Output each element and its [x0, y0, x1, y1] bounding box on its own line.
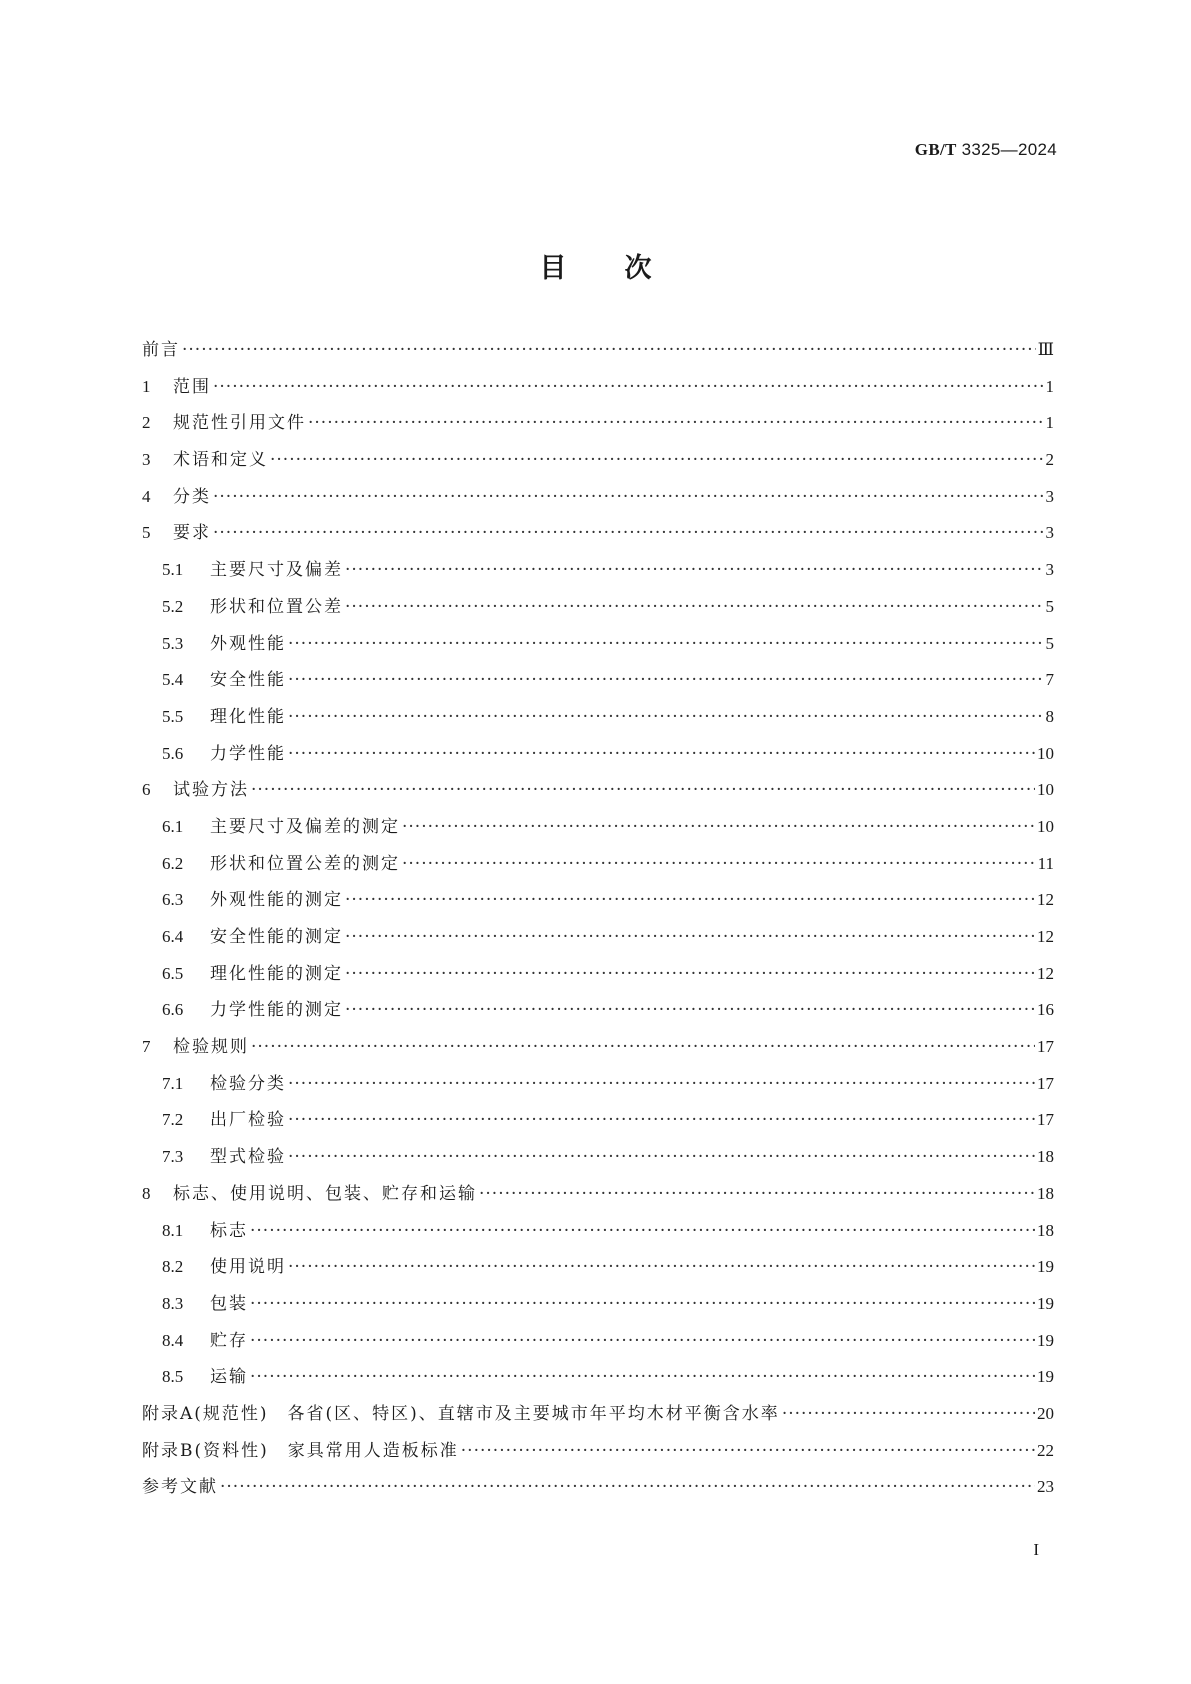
toc-entry-number: 8.1 [162, 1220, 184, 1240]
toc-entry[interactable] [142, 1220, 1054, 1257]
toc-entry[interactable] [142, 999, 1054, 1036]
dot-leader [345, 999, 1035, 1021]
toc-entry-number: 6.5 [162, 963, 184, 983]
toc-entry-page: 1 [1045, 413, 1054, 433]
toc-entry-page: 3 [1045, 560, 1054, 580]
toc-entry-title: 术语和定义 [173, 450, 268, 471]
toc-entry-number: 8.5 [162, 1367, 184, 1387]
toc-entry-number: 8.4 [162, 1330, 184, 1350]
page-number: I [1033, 1540, 1039, 1559]
standard-prefix: GB/T [914, 140, 957, 159]
toc-entry-number: 6.6 [162, 1000, 184, 1020]
toc-entry-title: 检验规则 [173, 1037, 249, 1058]
toc-entry-number: 7 [142, 1037, 151, 1057]
toc-entry-title: 理化性能 [210, 706, 286, 727]
toc-entry-number: 5.4 [162, 670, 184, 690]
toc-entry-title: 贮存 [210, 1330, 248, 1351]
toc-entry[interactable] [142, 1109, 1054, 1146]
toc-entry-page: 22 [1037, 1440, 1054, 1460]
toc-entry[interactable] [142, 1476, 1054, 1513]
toc-entry[interactable] [142, 1256, 1054, 1293]
dot-leader [251, 779, 1035, 801]
page-title [0, 246, 1191, 285]
toc-entry-title: 型式检验 [210, 1147, 286, 1168]
table-of-contents [142, 339, 1054, 1513]
toc-entry[interactable] [142, 889, 1054, 926]
dot-leader [250, 1330, 1035, 1352]
toc-entry-title: 要求 [173, 523, 211, 544]
toc-entry[interactable] [142, 926, 1054, 963]
toc-entry[interactable] [142, 376, 1054, 413]
toc-entry-title: 使用说明 [210, 1257, 286, 1278]
toc-entry[interactable] [142, 449, 1054, 486]
toc-entry[interactable] [142, 963, 1054, 1000]
toc-entry[interactable] [142, 522, 1054, 559]
toc-entry-title: 外观性能的测定 [210, 890, 343, 911]
toc-entry-number: 4 [142, 486, 151, 506]
toc-entry-number: 6 [142, 780, 151, 800]
toc-entry-number: 5 [142, 523, 151, 543]
dot-leader [213, 486, 1044, 508]
toc-entry-title: 范围 [173, 376, 211, 397]
dot-leader [288, 1146, 1035, 1168]
toc-entry-page: 19 [1037, 1367, 1054, 1387]
toc-entry-page: 18 [1037, 1220, 1054, 1240]
toc-entry-page: 19 [1037, 1257, 1054, 1277]
toc-entry-page: 3 [1045, 523, 1054, 543]
toc-entry-page: 1 [1045, 376, 1054, 396]
toc-entry-number: 5.3 [162, 633, 184, 653]
toc-entry-title: 附录A(规范性) [142, 1403, 269, 1424]
toc-entry-page: 10 [1037, 780, 1054, 800]
dot-leader [270, 449, 1044, 471]
dot-leader [308, 412, 1044, 434]
toc-entry-title: 前言 [142, 340, 180, 360]
title-char-1: 目 [539, 253, 567, 284]
toc-entry-page: 12 [1037, 927, 1054, 946]
toc-entry-page: 23 [1037, 1477, 1054, 1497]
dot-leader [288, 1109, 1035, 1131]
toc-entry-title: 出厂检验 [210, 1110, 286, 1131]
toc-entry[interactable] [142, 1293, 1054, 1330]
toc-entry[interactable] [142, 412, 1054, 449]
toc-entry-title: 标志、使用说明、包装、贮存和运输 [173, 1183, 477, 1204]
toc-entry[interactable] [142, 596, 1054, 633]
standard-code: 3325—2024 [961, 140, 1057, 159]
dot-leader [288, 1256, 1035, 1278]
toc-entry-page: 18 [1037, 1183, 1054, 1203]
toc-entry-title: 规范性引用文件 [173, 413, 306, 434]
toc-entry-page: 2 [1045, 450, 1054, 470]
dot-leader [251, 1036, 1035, 1058]
toc-entry-page: Ⅲ [1037, 340, 1054, 359]
dot-leader [213, 522, 1044, 544]
toc-entry-title: 主要尺寸及偏差 [210, 560, 343, 581]
toc-entry-number: 5.1 [162, 560, 184, 580]
toc-entry-page: 18 [1037, 1147, 1054, 1167]
toc-entry-title: 外观性能 [210, 633, 286, 654]
toc-entry-title: 试验方法 [173, 780, 249, 801]
toc-entry-page: 17 [1037, 1037, 1054, 1057]
dot-leader [782, 1403, 1035, 1425]
toc-entry[interactable] [142, 706, 1054, 743]
toc-entry-number: 1 [142, 376, 151, 396]
toc-entry-title: 力学性能 [210, 743, 286, 764]
dot-leader [479, 1183, 1035, 1205]
toc-entry-page: 10 [1037, 816, 1054, 836]
toc-entry[interactable] [142, 559, 1054, 596]
toc-entry-page: 12 [1037, 890, 1054, 910]
toc-entry-number: 6.4 [162, 927, 184, 946]
toc-entry-page: 16 [1037, 1000, 1054, 1020]
toc-entry-number: 5.2 [162, 596, 184, 616]
toc-entry[interactable] [142, 779, 1054, 816]
dot-leader [182, 339, 1036, 361]
dot-leader [345, 963, 1035, 985]
dot-leader [288, 669, 1044, 691]
toc-entry-title: 参考文献 [142, 1477, 218, 1498]
toc-entry-subtitle: 家具常用人造板标准 [287, 1440, 459, 1461]
toc-entry[interactable] [142, 853, 1054, 890]
toc-entry-title: 理化性能的测定 [210, 963, 343, 984]
toc-entry-title: 安全性能的测定 [210, 927, 343, 947]
toc-entry-title: 主要尺寸及偏差的测定 [210, 816, 400, 837]
toc-entry[interactable] [142, 1366, 1054, 1403]
toc-entry[interactable] [142, 743, 1054, 780]
toc-entry-number: 8.3 [162, 1293, 184, 1313]
toc-entry-title: 附录B(资料性) [142, 1440, 269, 1461]
dot-leader [345, 926, 1035, 948]
toc-entry-page: 19 [1037, 1330, 1054, 1350]
toc-entry[interactable] [142, 1073, 1054, 1110]
toc-entry-title: 检验分类 [210, 1073, 286, 1094]
dot-leader [402, 853, 1036, 875]
toc-entry-number: 8.2 [162, 1257, 184, 1277]
toc-entry[interactable] [142, 486, 1054, 523]
toc-entry-title: 包装 [210, 1293, 248, 1314]
dot-leader [402, 816, 1035, 838]
dot-leader [288, 706, 1044, 728]
toc-entry[interactable] [142, 1403, 1054, 1440]
toc-entry-page: 19 [1037, 1293, 1054, 1313]
toc-entry[interactable] [142, 633, 1054, 670]
dot-leader [250, 1366, 1035, 1388]
dot-leader [345, 596, 1044, 618]
dot-leader [288, 633, 1044, 655]
toc-entry-title: 运输 [210, 1367, 248, 1388]
toc-entry-number: 7.1 [162, 1073, 184, 1093]
standard-number [915, 140, 1057, 160]
toc-entry-title: 安全性能 [210, 670, 286, 691]
dot-leader [345, 559, 1044, 581]
toc-entry-page: 20 [1037, 1403, 1054, 1423]
toc-entry-page: 11 [1037, 853, 1054, 873]
toc-entry[interactable] [142, 1183, 1054, 1220]
toc-entry-page: 5 [1045, 633, 1054, 653]
toc-entry[interactable] [142, 1330, 1054, 1367]
toc-entry-number: 3 [142, 450, 151, 470]
toc-entry-page: 12 [1037, 963, 1054, 983]
toc-entry-number: 7.2 [162, 1110, 184, 1130]
toc-entry-subtitle: 各省(区、特区)、直辖市及主要城市年平均木材平衡含水率 [287, 1403, 780, 1424]
dot-leader [213, 376, 1044, 398]
toc-entry-number: 5.6 [162, 743, 184, 763]
toc-entry-title: 形状和位置公差 [210, 596, 343, 617]
toc-entry-page: 5 [1045, 596, 1054, 616]
dot-leader [461, 1440, 1035, 1462]
toc-entry-number: 8 [142, 1183, 151, 1203]
toc-entry-page: 10 [1037, 743, 1054, 763]
toc-entry-title: 形状和位置公差的测定 [210, 853, 400, 874]
toc-entry[interactable] [142, 1036, 1054, 1073]
toc-entry[interactable] [142, 339, 1054, 376]
dot-leader [288, 1073, 1035, 1095]
toc-entry-number: 6.1 [162, 816, 184, 836]
toc-entry-title: 分类 [173, 486, 211, 507]
toc-entry-title: 标志 [210, 1220, 248, 1241]
toc-entry-page: 7 [1045, 670, 1054, 690]
toc-entry-page: 8 [1045, 706, 1054, 726]
toc-entry-number: 6.2 [162, 853, 184, 873]
toc-entry-number: 7.3 [162, 1147, 184, 1167]
dot-leader [250, 1220, 1035, 1242]
toc-entry[interactable] [142, 816, 1054, 853]
dot-leader [288, 743, 1035, 765]
toc-entry[interactable] [142, 669, 1054, 706]
toc-entry-number: 2 [142, 413, 151, 433]
toc-entry-title: 力学性能的测定 [210, 1000, 343, 1021]
toc-entry[interactable] [142, 1146, 1054, 1183]
toc-entry-page: 3 [1045, 486, 1054, 506]
dot-leader [345, 889, 1035, 911]
dot-leader [250, 1293, 1035, 1315]
toc-entry[interactable] [142, 1440, 1054, 1477]
toc-entry-page: 17 [1037, 1110, 1054, 1130]
toc-entry-number: 6.3 [162, 890, 184, 910]
title-char-2: 次 [624, 253, 652, 284]
toc-entry-number: 5.5 [162, 706, 184, 726]
dot-leader [220, 1476, 1035, 1498]
toc-entry-page: 17 [1037, 1073, 1054, 1093]
